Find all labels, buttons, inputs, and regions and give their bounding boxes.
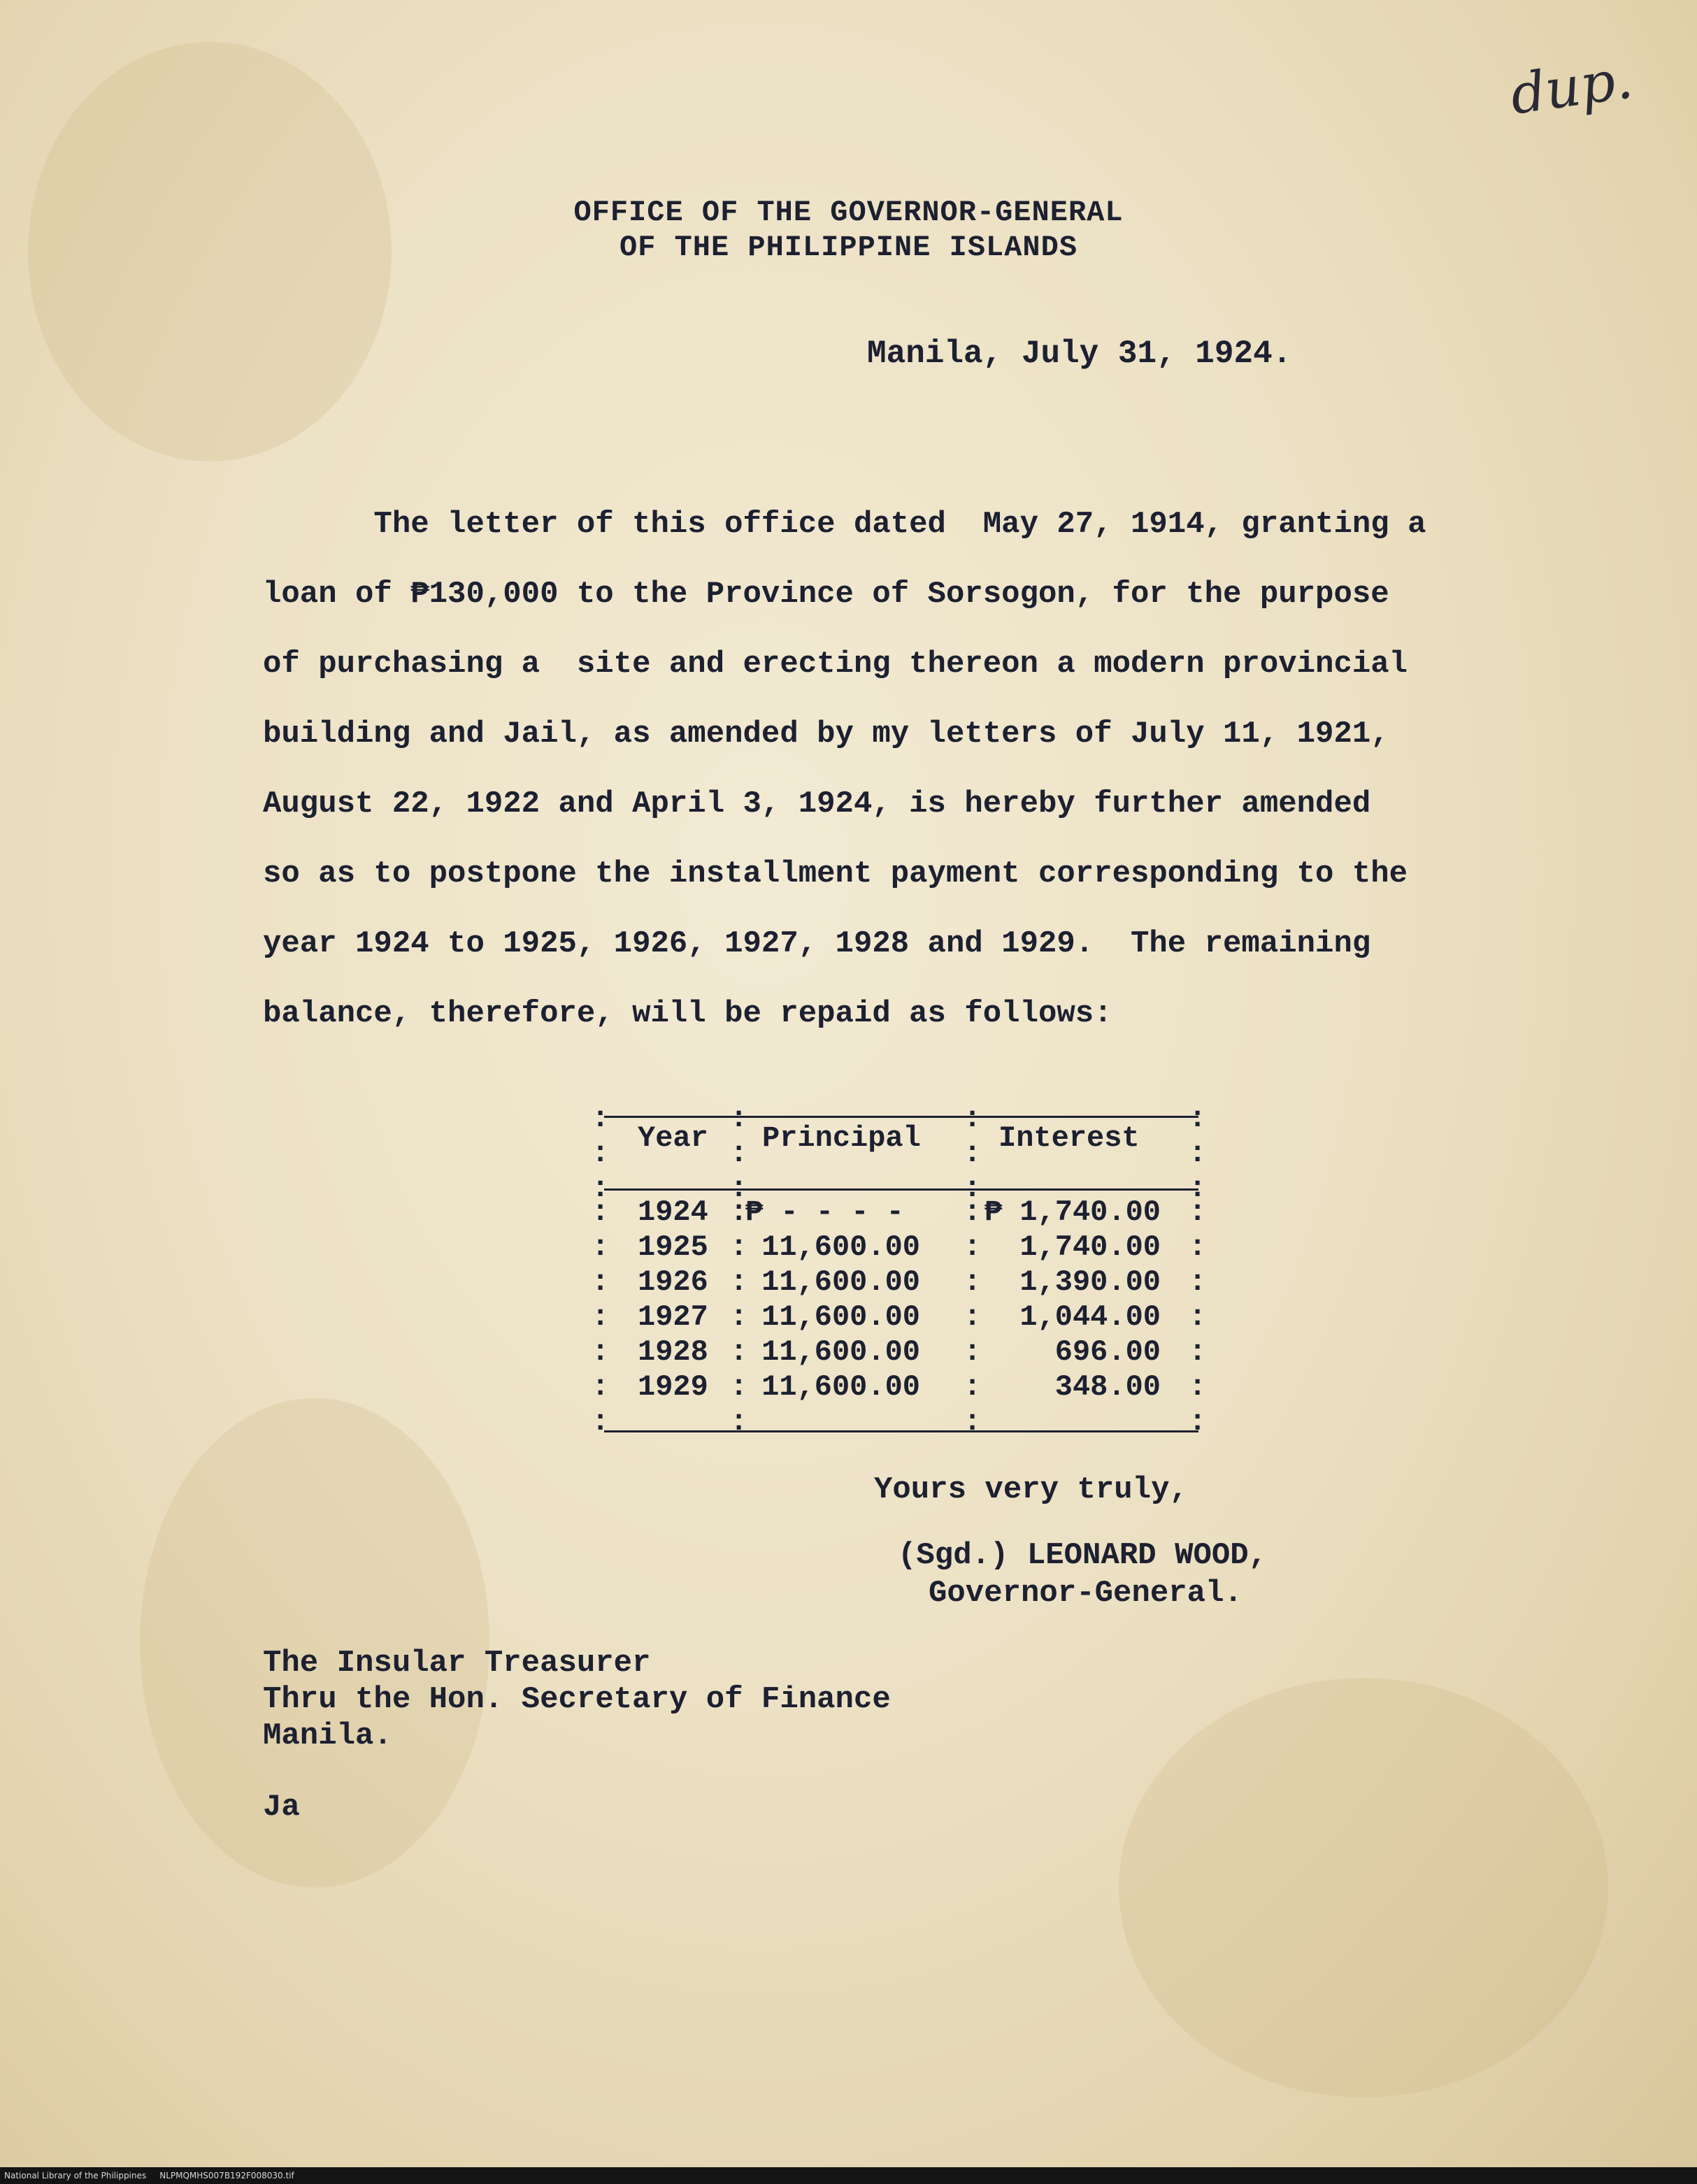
body-line: building and Jail, as amended by my letters of July 11, 1921, [263, 717, 1389, 752]
table-row-year: 1925 [638, 1230, 708, 1264]
table-row-principal: ₱ - - - - [745, 1195, 904, 1229]
body-line: of purchasing a site and erecting thereon a modern provincial [263, 647, 1408, 682]
table-header-rule [604, 1188, 1198, 1191]
table-row-year: 1927 [638, 1300, 708, 1334]
table-colon-separator: : [592, 1405, 610, 1439]
handwritten-annotation: dup. [1506, 48, 1637, 127]
table-colon-separator: : [1189, 1370, 1207, 1404]
table-top-rule [604, 1116, 1198, 1118]
table-colon-separator: : [1189, 1172, 1207, 1205]
table-colon-separator: : [964, 1172, 982, 1205]
letterhead-line-1: OFFICE OF THE GOVERNOR-GENERAL [573, 196, 1124, 229]
archive-footer [0, 2167, 1697, 2184]
table-colon-separator: : [1189, 1195, 1207, 1229]
table-colon-separator: : [592, 1300, 610, 1334]
letter-body [263, 489, 1426, 1049]
signatory-title: Governor-General. [929, 1576, 1243, 1611]
table-header-interest: Interest [998, 1121, 1140, 1155]
table-colon-separator: : [964, 1102, 982, 1135]
letterhead-line-2: OF THE PHILIPPINE ISLANDS [619, 231, 1078, 264]
body-line: balance, therefore, will be repaid as follows: [263, 996, 1112, 1031]
addressee-line-2: Thru the Hon. Secretary of Finance [263, 1682, 891, 1717]
table-colon-separator: : [964, 1300, 982, 1334]
table-colon-separator: : [1189, 1102, 1207, 1135]
table-row-principal: 11,600.00 [761, 1335, 920, 1369]
table-colon-separator: : [730, 1137, 748, 1170]
footer-file: NLPMQMHS007B192F008030.tif [159, 2171, 294, 2181]
table-colon-separator: : [592, 1102, 610, 1135]
body-line: year 1924 to 1925, 1926, 1927, 1928 and 1929. The remaining [263, 926, 1371, 961]
table-row-interest: 1,740.00 [1019, 1230, 1161, 1264]
table-colon-separator: : [592, 1335, 610, 1369]
table-colon-separator: : [730, 1172, 748, 1205]
table-colon-separator: : [730, 1265, 748, 1299]
table-colon-separator: : [730, 1335, 748, 1369]
table-row-year: 1929 [638, 1370, 708, 1404]
table-colon-separator: : [964, 1335, 982, 1369]
table-colon-separator: : [592, 1195, 610, 1229]
table-row-interest: 348.00 [1054, 1370, 1161, 1404]
body-line: The letter of this office dated May 27, 1914, granting a [263, 507, 1426, 542]
table-row-year: 1926 [638, 1265, 708, 1299]
table-colon-separator: : [1189, 1300, 1207, 1334]
footer-source: National Library of the Philippines [4, 2171, 147, 2181]
table-row-interest: 696.00 [1054, 1335, 1161, 1369]
table-row-interest: ₱ 1,740.00 [984, 1195, 1161, 1229]
body-line: August 22, 1922 and April 3, 1924, is hereby further amended [263, 786, 1371, 821]
table-header-principal: Principal [762, 1121, 921, 1155]
table-row-principal: 11,600.00 [761, 1230, 920, 1264]
table-row-year: 1924 [638, 1195, 708, 1229]
table-row-year: 1928 [638, 1335, 708, 1369]
table-colon-separator: : [964, 1370, 982, 1404]
table-colon-separator: : [964, 1230, 982, 1264]
table-colon-separator: : [1189, 1137, 1207, 1170]
table-colon-separator: : [730, 1300, 748, 1334]
table-colon-separator: : [1189, 1335, 1207, 1369]
dateline: Manila, July 31, 1924. [867, 336, 1292, 372]
typist-initials: Ja [263, 1790, 300, 1825]
closing-salutation: Yours very truly, [874, 1472, 1188, 1507]
table-colon-separator: : [592, 1137, 610, 1170]
table-colon-separator: : [592, 1265, 610, 1299]
table-colon-separator: : [1189, 1265, 1207, 1299]
body-line: loan of ₱130,000 to the Province of Sorsogon, for the purpose [263, 577, 1389, 612]
table-header-year: Year [638, 1121, 708, 1155]
table-colon-separator: : [1189, 1230, 1207, 1264]
table-colon-separator: : [730, 1230, 748, 1264]
table-bottom-rule [604, 1430, 1198, 1432]
table-row-principal: 11,600.00 [761, 1300, 920, 1334]
table-colon-separator: : [964, 1405, 982, 1439]
table-row-interest: 1,044.00 [1019, 1300, 1161, 1334]
signature-line: (Sgd.) LEONARD WOOD, [898, 1538, 1268, 1573]
addressee-line-1: The Insular Treasurer [263, 1646, 651, 1681]
table-row-principal: 11,600.00 [761, 1370, 920, 1404]
table-colon-separator: : [592, 1172, 610, 1205]
table-colon-separator: : [730, 1102, 748, 1135]
table-colon-separator: : [964, 1137, 982, 1170]
body-line: so as to postpone the installment payment corresponding to the [263, 856, 1408, 891]
table-colon-separator: : [730, 1405, 748, 1439]
table-colon-separator: : [1189, 1405, 1207, 1439]
table-colon-separator: : [592, 1370, 610, 1404]
table-colon-separator: : [730, 1370, 748, 1404]
table-row-interest: 1,390.00 [1019, 1265, 1161, 1299]
addressee-line-3: Manila. [263, 1718, 392, 1753]
table-row-principal: 11,600.00 [761, 1265, 920, 1299]
table-colon-separator: : [592, 1230, 610, 1264]
table-colon-separator: : [730, 1195, 748, 1229]
table-colon-separator: : [964, 1265, 982, 1299]
table-colon-separator: : [964, 1195, 982, 1229]
